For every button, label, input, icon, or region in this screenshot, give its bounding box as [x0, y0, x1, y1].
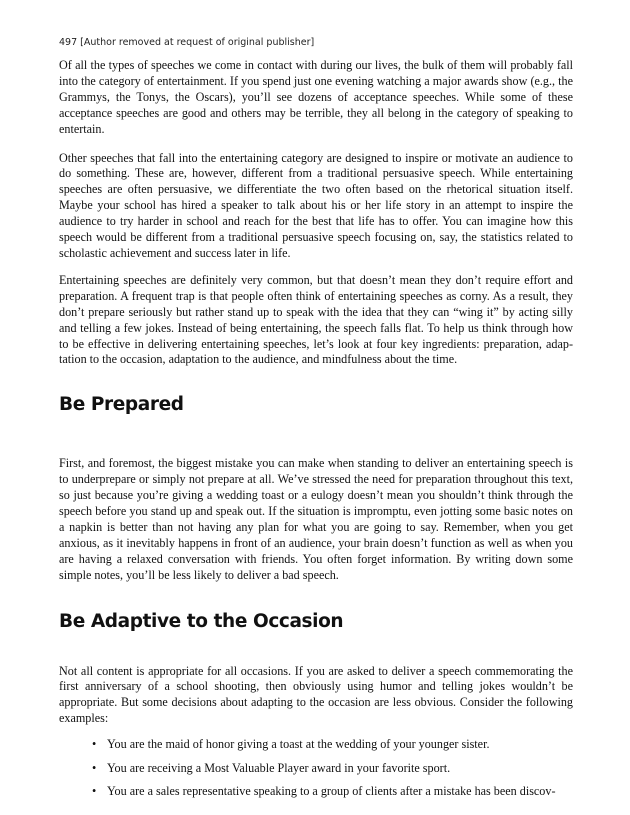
list-item-text: You are a sales representative speaking to a group of clients after a mistake has been discov-: [107, 784, 556, 798]
be-prepared-paragraph: First, and foremost, the biggest mistake you can make when standing to deliver an entertaining speech is to underprepare or simply not prepare at all. We’ve stressed the need for preparation throughout this text, so just because you’re giving a wedding toast or a eulogy doesn’t mean you shouldn’t think through the speech before you stand up and speak out. If the situation is impromptu, even jotting some basic notes on a napkin is better than not having any plan for what you are going to say. Remember, when you get anxious, as it inevitably happens in front of an audience, your brain doesn’t function as well as when you are having a relaxed conversation with friends. You often forget information. By writing down some simple notes, you’ll be less likely to deliver a bad speech.: [59, 456, 573, 582]
list-item-text: You are receiving a Most Valuable Player award in your favorite sport.: [107, 760, 451, 775]
list-item: [59, 784, 573, 800]
be-adaptive-paragraph: Not all content is appropriate for all occasions. If you are asked to deliver a speech commemorating the first anniversary of a school shooting, then obviously using humor and telling jokes wouldn’t be appropriate. But some decisions about adapting to the occasion are less obvious. Consider the following examples:: [59, 663, 573, 726]
bullet-icon: •: [92, 760, 97, 775]
list-item-text: You are the maid of honor giving a toast at the wedding of your younger sister.: [107, 737, 490, 752]
list-item: [59, 761, 573, 777]
section-heading-be-adaptive: Be Adaptive to the Occasion: [59, 610, 344, 632]
examples-list: [59, 737, 573, 800]
bullet-icon: •: [92, 784, 97, 798]
intro-paragraph-1: Of all the types of speeches we come in contact with during our lives, the bulk of them will probably fall into the category of entertainment. If you spend just one evening watching a major awards show (e.g., the Grammys, the Tonys, the Oscars), you’ll see dozens of acceptance speeches. While some of these acceptance speeches are good and others may be terrible, they all belong in the category of speaking to entertain.: [59, 58, 573, 136]
document-page: [59, 36, 573, 807]
bullet-icon: •: [92, 737, 97, 752]
running-header: [59, 36, 573, 50]
running-title: [Author removed at request of original publisher]: [80, 37, 315, 48]
intro-paragraph-2: Other speeches that fall into the entertaining category are designed to inspire or motivate an audience to do something. These are, however, different from a traditional persuasive speech. While entertaining speeches are often persuasive, we differentiate the two often based on the rhetorical situation itself. Maybe your school has hired a speaker to talk about his or her life story in an attempt to inspire the audience to try harder in school and reach for the best that life has to offer. You can imagine how this speech would be different from a traditional persuasive speech focusing on, say, the statistics related to scholastic achievement and success later in life.: [59, 150, 573, 260]
section-heading-be-prepared: Be Prepared: [59, 394, 184, 416]
intro-paragraph-3: Entertaining speeches are definitely very common, but that doesn’t mean they don’t require effort and preparation. A frequent trap is that people often think of entertaining speeches as corny. As a result, they don’t prepare seriously but rather stand up to speak with the idea that they can “wing it” by acting silly and telling a few jokes. Instead of being entertaining, the speech falls flat. To help us think through how to be effective in delivering entertaining speeches, let’s look at four key ingredients: preparation, adaptation to the occasion, adaptation to the audience, and mindfulness about the time.: [59, 272, 573, 367]
list-item: [59, 737, 573, 753]
page-number: 497: [59, 37, 78, 48]
